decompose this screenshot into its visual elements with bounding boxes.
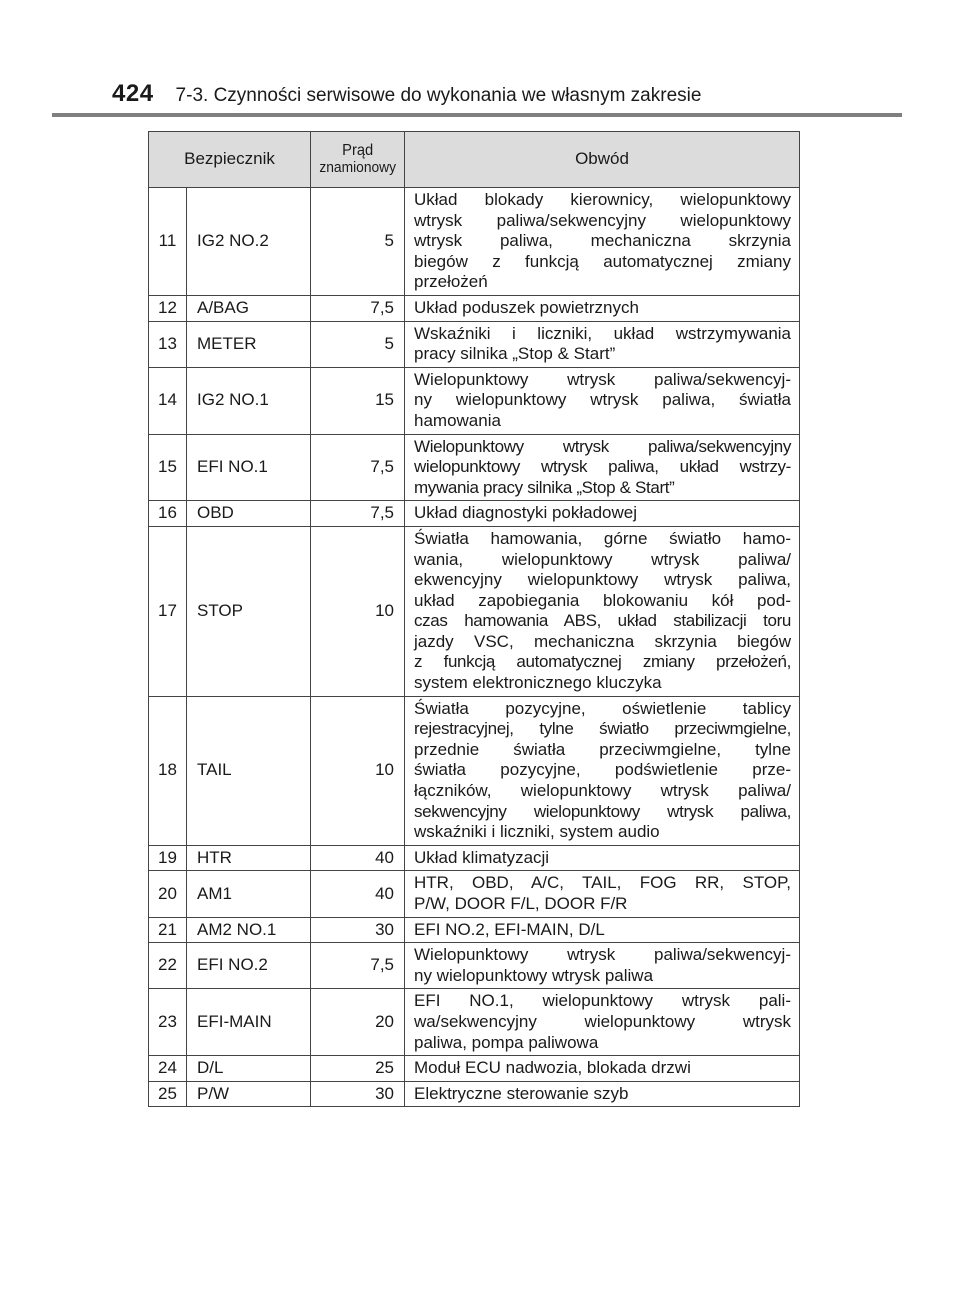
table-row xyxy=(149,321,800,367)
circuit-line: EFI NO.1, wielopunktowy wtrysk pali- xyxy=(414,991,791,1011)
table-row xyxy=(149,1056,800,1082)
circuit-line: EFI NO.2, EFI-MAIN, D/L xyxy=(414,919,605,939)
fuse-circuit xyxy=(405,321,800,367)
fuse-number: 19 xyxy=(149,845,187,871)
table-row xyxy=(149,526,800,696)
column-header-current-line1: Prąd xyxy=(341,141,374,159)
fuse-circuit xyxy=(405,989,800,1056)
fuse-rating: 40 xyxy=(311,845,405,871)
section-title: 7-3. Czynności serwisowe do wykonania we własnym zakresie xyxy=(175,85,702,106)
circuit-line: HTR, OBD, A/C, TAIL, FOG RR, STOP, xyxy=(414,873,791,893)
table-row xyxy=(149,943,800,989)
header-divider xyxy=(52,113,902,117)
fuse-circuit xyxy=(405,1081,800,1107)
fuse-circuit xyxy=(405,188,800,296)
page-number: 424 xyxy=(112,80,154,107)
table-row xyxy=(149,367,800,434)
fuse-rating: 20 xyxy=(311,989,405,1056)
fuse-circuit xyxy=(405,501,800,527)
fuse-rating: 15 xyxy=(311,367,405,434)
fuse-name: OBD xyxy=(187,501,311,527)
circuit-line: Układ klimatyzacji xyxy=(414,847,550,867)
table-row xyxy=(149,501,800,527)
circuit-line: wtrysk paliwa/sekwencyjny wielopunktowy xyxy=(414,210,791,230)
circuit-line: Wskaźniki i liczniki, układ wstrzymywania xyxy=(414,323,791,343)
circuit-line: układ zapobiegania blokowaniu kół pod- xyxy=(414,590,791,610)
circuit-line: paliwa, pompa paliwowa xyxy=(414,1032,599,1052)
column-header-current xyxy=(311,132,405,188)
fuse-name: METER xyxy=(187,321,311,367)
fuse-circuit xyxy=(405,943,800,989)
fuse-number: 22 xyxy=(149,943,187,989)
circuit-line: hamowania xyxy=(414,410,501,430)
fuse-number: 17 xyxy=(149,526,187,696)
circuit-line: pracy silnika „Stop & Start” xyxy=(414,344,616,364)
fuse-number: 20 xyxy=(149,871,187,917)
fuse-number: 21 xyxy=(149,917,187,943)
fuse-name: TAIL xyxy=(187,696,311,845)
fuse-name: D/L xyxy=(187,1056,311,1082)
fuse-number: 25 xyxy=(149,1081,187,1107)
circuit-line: ny wielopunktowy wtrysk paliwa xyxy=(414,965,654,985)
column-header-fuse: Bezpiecznik xyxy=(149,132,311,188)
fuse-circuit xyxy=(405,367,800,434)
fuse-rating: 7,5 xyxy=(311,295,405,321)
fuse-name: STOP xyxy=(187,526,311,696)
circuit-line: Układ diagnostyki pokładowej xyxy=(414,503,638,523)
circuit-line: Wielopunktowy wtrysk paliwa/sekwencyjny xyxy=(414,436,791,456)
table-row xyxy=(149,871,800,917)
fuse-number: 13 xyxy=(149,321,187,367)
fuse-name: AM1 xyxy=(187,871,311,917)
circuit-line: Wielopunktowy wtrysk paliwa/sekwencyj- xyxy=(414,369,791,389)
page-header xyxy=(112,80,701,110)
circuit-line: Światła pozycyjne, oświetlenie tablicy xyxy=(414,698,791,718)
fuse-name: EFI-MAIN xyxy=(187,989,311,1056)
fuse-circuit xyxy=(405,295,800,321)
fuse-number: 11 xyxy=(149,188,187,296)
column-header-current-line2: znamionowy xyxy=(319,158,396,176)
fuse-number: 18 xyxy=(149,696,187,845)
fuse-name: P/W xyxy=(187,1081,311,1107)
fuse-name: IG2 NO.2 xyxy=(187,188,311,296)
fuse-rating: 40 xyxy=(311,871,405,917)
fuse-circuit xyxy=(405,871,800,917)
circuit-line: Światła hamowania, górne światło hamo- xyxy=(414,528,791,548)
table-row xyxy=(149,434,800,501)
table-header-row xyxy=(149,132,800,188)
fuse-circuit xyxy=(405,1056,800,1082)
circuit-line: system elektronicznego kluczyka xyxy=(414,673,662,693)
circuit-line: Moduł ECU nadwozia, blokada drzwi xyxy=(414,1058,691,1078)
circuit-line: Wielopunktowy wtrysk paliwa/sekwencyj- xyxy=(414,945,791,965)
circuit-line: mywania pracy silnika „Stop & Start” xyxy=(414,477,675,497)
circuit-line: wtrysk paliwa, mechaniczna skrzynia xyxy=(414,231,791,251)
circuit-line: światła pozycyjne, podświetlenie prze- xyxy=(414,760,791,780)
fuse-circuit xyxy=(405,434,800,501)
column-header-circuit: Obwód xyxy=(405,132,800,188)
table-row xyxy=(149,188,800,296)
circuit-line: łączników, wielopunktowy wtrysk paliwa/ xyxy=(414,781,791,801)
fuse-rating: 30 xyxy=(311,917,405,943)
table-row xyxy=(149,917,800,943)
circuit-line: P/W, DOOR F/L, DOOR F/R xyxy=(414,894,628,913)
circuit-line: jazdy VSC, mechaniczna skrzynia biegów xyxy=(414,631,791,651)
fuse-number: 12 xyxy=(149,295,187,321)
fuse-name: IG2 NO.1 xyxy=(187,367,311,434)
fuse-rating: 7,5 xyxy=(311,501,405,527)
circuit-line: wielopunktowy wtrysk paliwa, układ wstrzy- xyxy=(414,457,791,477)
circuit-line: przednie światła przeciwmgielne, tylne xyxy=(414,739,791,759)
circuit-line: rejestracyjnej, tylne światło przeciwmgielne, xyxy=(414,719,791,739)
circuit-line: biegów z funkcją automatycznej zmiany xyxy=(414,251,791,271)
fuse-rating: 7,5 xyxy=(311,943,405,989)
fuse-number: 15 xyxy=(149,434,187,501)
fuse-number: 24 xyxy=(149,1056,187,1082)
fuse-circuit xyxy=(405,845,800,871)
table-row xyxy=(149,845,800,871)
circuit-line: Układ blokady kierownicy, wielopunktowy xyxy=(414,190,791,209)
fuse-number: 23 xyxy=(149,989,187,1056)
fuse-name: EFI NO.1 xyxy=(187,434,311,501)
circuit-line: sekwencyjny wielopunktowy wtrysk paliwa, xyxy=(414,801,791,821)
fuse-number: 14 xyxy=(149,367,187,434)
fuse-table-body xyxy=(149,188,800,1107)
circuit-line: z funkcją automatycznej zmiany przełożeń, xyxy=(414,652,791,672)
circuit-line: wskaźniki i liczniki, system audio xyxy=(414,822,660,842)
fuse-name: HTR xyxy=(187,845,311,871)
fuse-rating: 10 xyxy=(311,526,405,696)
fuse-circuit xyxy=(405,696,800,845)
table-row xyxy=(149,989,800,1056)
circuit-line: czas hamowania ABS, układ stabilizacji toru xyxy=(414,611,791,631)
fuse-table xyxy=(148,131,800,1107)
table-row xyxy=(149,295,800,321)
fuse-rating: 5 xyxy=(311,321,405,367)
fuse-name: AM2 NO.1 xyxy=(187,917,311,943)
table-row xyxy=(149,1081,800,1107)
circuit-line: ekwencyjny wielopunktowy wtrysk paliwa, xyxy=(414,570,791,590)
table-row xyxy=(149,696,800,845)
fuse-rating: 25 xyxy=(311,1056,405,1082)
fuse-number: 16 xyxy=(149,501,187,527)
fuse-circuit xyxy=(405,526,800,696)
circuit-line: przełożeń xyxy=(414,272,488,292)
circuit-line: wania, wielopunktowy wtrysk paliwa/ xyxy=(414,549,791,569)
circuit-line: ny wielopunktowy wtrysk paliwa, światła xyxy=(414,390,791,410)
fuse-name: EFI NO.2 xyxy=(187,943,311,989)
fuse-circuit xyxy=(405,917,800,943)
fuse-rating: 30 xyxy=(311,1081,405,1107)
circuit-line: wa/sekwencyjny wielopunktowy wtrysk xyxy=(414,1011,791,1031)
circuit-line: Układ poduszek powietrznych xyxy=(414,297,639,317)
fuse-rating: 5 xyxy=(311,188,405,296)
fuse-name: A/BAG xyxy=(187,295,311,321)
circuit-line: Elektryczne sterowanie szyb xyxy=(414,1083,629,1103)
fuse-rating: 7,5 xyxy=(311,434,405,501)
fuse-rating: 10 xyxy=(311,696,405,845)
